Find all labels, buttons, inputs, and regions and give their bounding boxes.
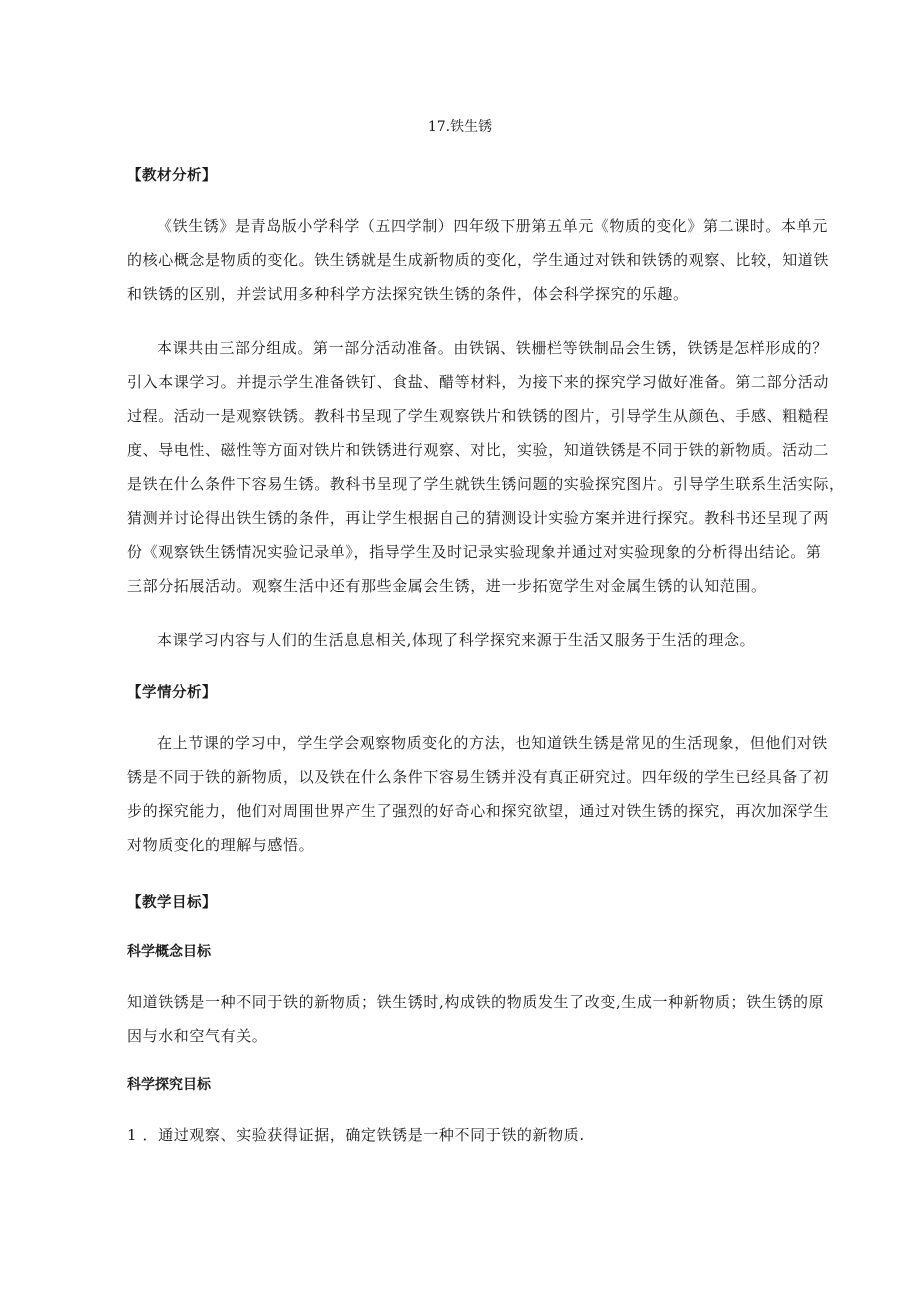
section-heading-analysis: 【教材分析】 bbox=[127, 168, 217, 184]
paragraph-line: 知道铁锈是一种不同于铁的新物质；铁生锈时,构成铁的物质发生了改变,生成一种新物质；铁生锈的原 bbox=[127, 993, 825, 1011]
subheading-inquiry-goals: 科学探究目标 bbox=[127, 1077, 211, 1093]
paragraph-line: 因与水和空气有关。 bbox=[127, 1027, 268, 1045]
lesson-title: 17.铁生锈 bbox=[427, 119, 493, 135]
paragraph-line: 《铁生锈》是青岛版小学科学（五四学制）四年级下册第五单元《物质的变化》第二课时。本单元 bbox=[157, 217, 828, 235]
paragraph-line: 和铁锈的区别，并尝试用多种科学方法探究铁生锈的条件，体会科学探究的乐趣。 bbox=[127, 285, 689, 303]
paragraph-line: 步的探究能力，他们对周围世界产生了强烈的好奇心和探究欲望，通过对铁生锈的探究，再次加深学生 bbox=[127, 802, 830, 820]
paragraph-line: 锈是不同于铁的新物质，以及铁在什么条件下容易生锈并没有真正研究过。四年级的学生已经具备了初 bbox=[127, 768, 830, 786]
paragraph-line: 在上节课的学习中，学生学会观察物质变化的方法，也知道铁生锈是常见的生活现象，但他们对铁 bbox=[157, 734, 828, 752]
paragraph-line: 份《观察铁生锈情况实验记录单》，指导学生及时记录实验现象并通过对实验现象的分析得出结论。第 bbox=[127, 543, 822, 561]
section-heading-goals: 【教学目标】 bbox=[127, 895, 217, 911]
paragraph-line: 的核心概念是物质的变化。铁生锈就是生成新物质的变化，学生通过对铁和铁锈的观察、比较，知道铁 bbox=[127, 251, 830, 269]
paragraph-line: 三部分拓展活动。观察生活中还有那些金属会生锈，进一步拓宽学生对金属生锈的认知范围。 bbox=[127, 577, 767, 595]
subheading-concept-goals: 科学概念目标 bbox=[127, 944, 211, 960]
paragraph-line: 是铁在什么条件下容易生锈。教科书呈现了学生就铁生锈问题的实验探究图片。引导学生联系生活实际， bbox=[127, 475, 845, 493]
paragraph-line: 本课学习内容与人们的生活息息相关,体现了科学探究来源于生活又服务于生活的理念。 bbox=[157, 631, 756, 649]
paragraph-line: 对物质变化的理解与感悟。 bbox=[127, 836, 315, 854]
paragraph-line: 引入本课学习。并提示学生准备铁钉、食盐、醋等材料，为接下来的探究学习做好准备。第二部分活动 bbox=[127, 373, 830, 391]
paragraph-line: 度、导电性、磁性等方面对铁片和铁锈进行观察、对比，实验，知道铁锈是不同于铁的新物质。活动二 bbox=[127, 441, 830, 459]
paragraph-line: 猜测并讨论得出铁生锈的条件，再让学生根据自己的猜测设计实验方案并进行探究。教科书还呈现了两 bbox=[127, 509, 830, 527]
section-heading-students: 【学情分析】 bbox=[127, 685, 217, 701]
paragraph-line: 过程。活动一是观察铁锈。教科书呈现了学生观察铁片和铁锈的图片，引导学生从颜色、手感、粗糙程 bbox=[127, 407, 830, 425]
paragraph-line: 本课共由三部分组成。第一部分活动准备。由铁锅、铁栅栏等铁制品会生锈，铁锈是怎样形成的？ bbox=[157, 339, 828, 357]
list-item: 1 ．通过观察、实验获得证据，确定铁锈是一种不同于铁的新物质. bbox=[127, 1126, 585, 1144]
